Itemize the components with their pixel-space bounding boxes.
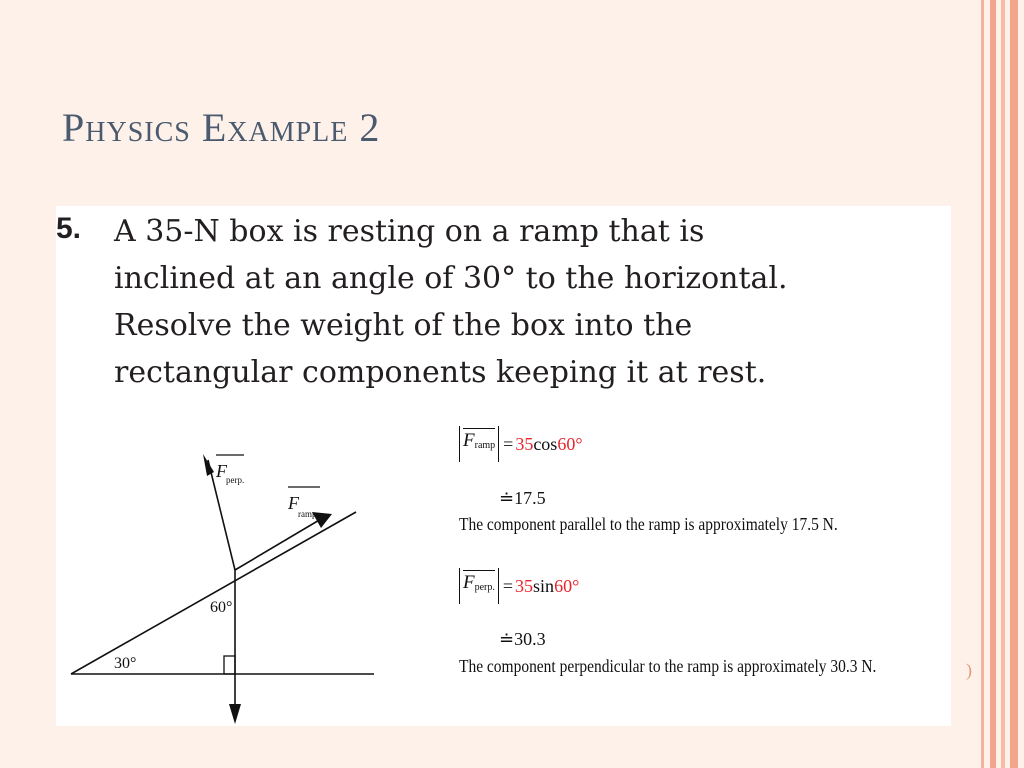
angle-label-60: 60° <box>210 599 233 616</box>
decor-stripe-1 <box>981 0 984 768</box>
problem-image <box>56 206 951 726</box>
equals-sign: = <box>503 433 514 454</box>
perp-conclusion: The component perpendicular to the ramp is approximately 30.3 N. <box>459 656 877 676</box>
problem-line: Resolve the weight of the box into the <box>114 308 693 343</box>
perp-arrowhead <box>203 454 214 476</box>
angle-label-30: 30° <box>114 655 137 672</box>
perp-magnitude-value: 35 <box>515 575 534 596</box>
ramp-magnitude-value: 35 <box>515 433 534 454</box>
ramp-magnitude <box>459 426 499 462</box>
decor-paren: ) <box>966 660 972 680</box>
perp-magnitude <box>459 568 499 604</box>
perp-angle-value: 60° <box>554 575 580 596</box>
problem-line: A 35-N box is resting on a ramp that is <box>114 214 705 249</box>
ramp-trig-function: cos <box>533 433 558 454</box>
ramp-force-label <box>287 487 320 519</box>
decor-stripe-2 <box>990 0 996 768</box>
perp-force-symbol: F <box>216 461 227 481</box>
slide-title: Physics Example 2 <box>62 105 381 150</box>
ramp-force-symbol: F <box>288 493 299 513</box>
perp-vector-symbol: $F_{perp.}$ <box>463 572 495 593</box>
ramp-conclusion: The component parallel to the ramp is approximately 17.5 N. <box>459 514 838 534</box>
ramp-angle-value: 60° <box>557 433 583 454</box>
ramp-force-subscript: ramp <box>298 509 317 519</box>
ramp-line <box>71 512 356 674</box>
perp-equation <box>459 568 579 604</box>
ramp-approx-result: ≐17.5 <box>499 488 546 508</box>
perp-approx-result: ≐30.3 <box>499 629 546 649</box>
ramp-vector <box>235 519 321 570</box>
right-angle-mark <box>224 656 235 674</box>
weight-arrowhead <box>229 704 241 724</box>
problem-line: inclined at an angle of 30° to the horizontal. <box>114 261 788 296</box>
equals-sign: = <box>502 575 514 596</box>
ramp-vector-symbol: $F_{ramp}$ <box>463 430 496 451</box>
perp-force-subscript: perp. <box>226 475 245 485</box>
ramp-equation <box>459 426 583 462</box>
decor-stripe-3 <box>1001 0 1005 768</box>
decor-stripe-4 <box>1010 0 1018 768</box>
problem-line: rectangular components keeping it at rest. <box>114 355 767 390</box>
problem-number: 5. <box>56 212 82 245</box>
perp-trig-function: sin <box>533 575 555 596</box>
perp-force-label <box>215 455 244 485</box>
